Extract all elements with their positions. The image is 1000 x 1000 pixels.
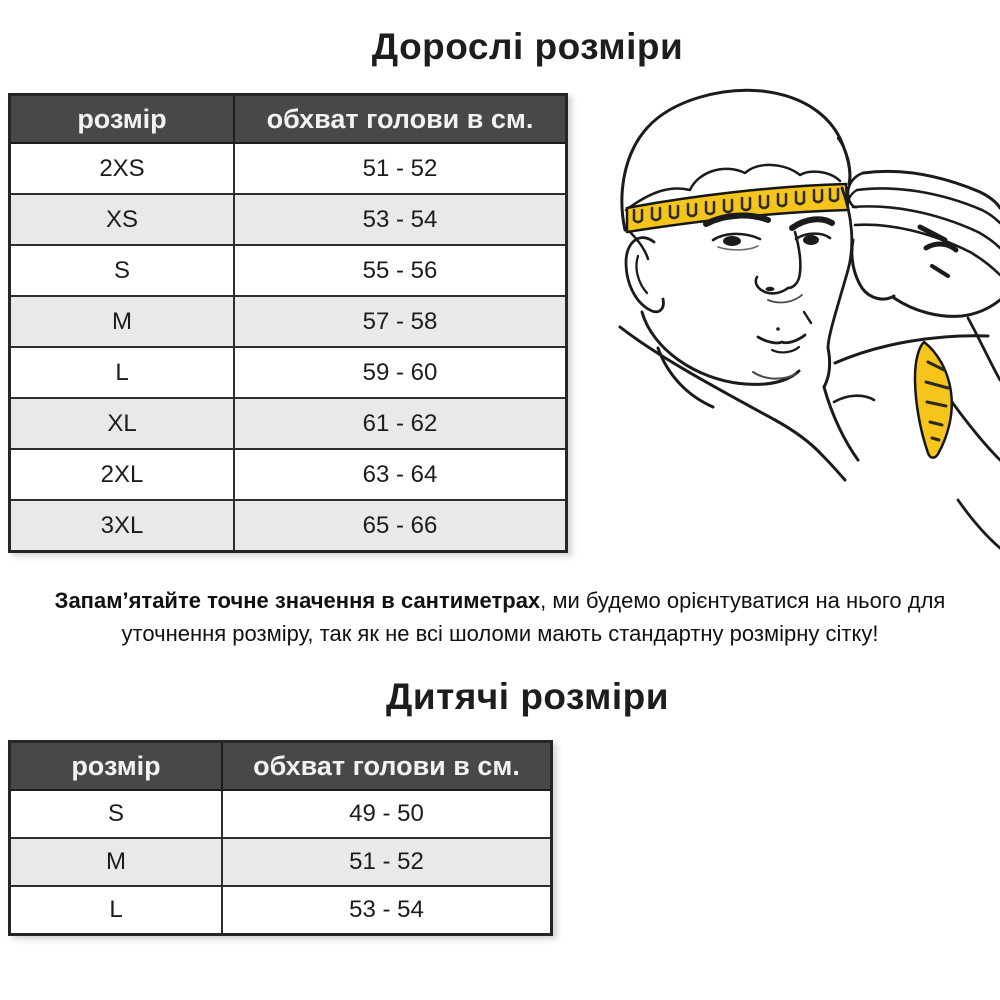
table-row	[10, 398, 567, 449]
size-cell: XL	[10, 398, 235, 449]
kids-table-header-row	[10, 742, 552, 791]
size-cell: M	[10, 838, 223, 886]
kids-size-table	[8, 740, 553, 936]
kids-header-circumference: обхват голови в см.	[222, 742, 552, 791]
adult-header-circumference: обхват голови в см.	[234, 95, 567, 144]
size-cell: 2XS	[10, 143, 235, 194]
range-cell: 65 - 66	[234, 500, 567, 552]
head-measurement-illustration	[610, 80, 1000, 580]
table-row	[10, 347, 567, 398]
range-cell: 53 - 54	[234, 194, 567, 245]
table-row	[10, 838, 552, 886]
range-cell: 55 - 56	[234, 245, 567, 296]
table-row	[10, 194, 567, 245]
size-cell: L	[10, 886, 223, 935]
size-cell: XS	[10, 194, 235, 245]
measurement-note	[0, 584, 1000, 650]
table-row	[10, 449, 567, 500]
range-cell: 53 - 54	[222, 886, 552, 935]
size-cell: 2XL	[10, 449, 235, 500]
size-cell: S	[10, 790, 223, 838]
range-cell: 51 - 52	[234, 143, 567, 194]
adult-table-header-row	[10, 95, 567, 144]
adult-header-size: розмір	[10, 95, 235, 144]
size-cell: L	[10, 347, 235, 398]
range-cell: 51 - 52	[222, 838, 552, 886]
table-row	[10, 296, 567, 347]
range-cell: 57 - 58	[234, 296, 567, 347]
table-row	[10, 886, 552, 935]
size-cell: M	[10, 296, 235, 347]
range-cell: 63 - 64	[234, 449, 567, 500]
note-regular-text: , ми будемо орієнтуватися на нього для уточнення розміру, так як не всі шоломи мають стандартну розмірну сітку!	[121, 588, 946, 646]
table-row	[10, 143, 567, 194]
kids-sizes-title: Дитячі розміри	[385, 676, 670, 717]
range-cell: 61 - 62	[234, 398, 567, 449]
table-row	[10, 245, 567, 296]
adult-size-table	[8, 93, 568, 553]
note-bold-text: Запам’ятайте точне значення в сантиметрах	[54, 588, 541, 613]
size-cell: 3XL	[10, 500, 235, 552]
kids-header-size: розмір	[10, 742, 223, 791]
adult-sizes-title: Дорослі розміри	[371, 26, 684, 67]
table-row	[10, 500, 567, 552]
size-cell: S	[10, 245, 235, 296]
table-row	[10, 790, 552, 838]
range-cell: 59 - 60	[234, 347, 567, 398]
range-cell: 49 - 50	[222, 790, 552, 838]
